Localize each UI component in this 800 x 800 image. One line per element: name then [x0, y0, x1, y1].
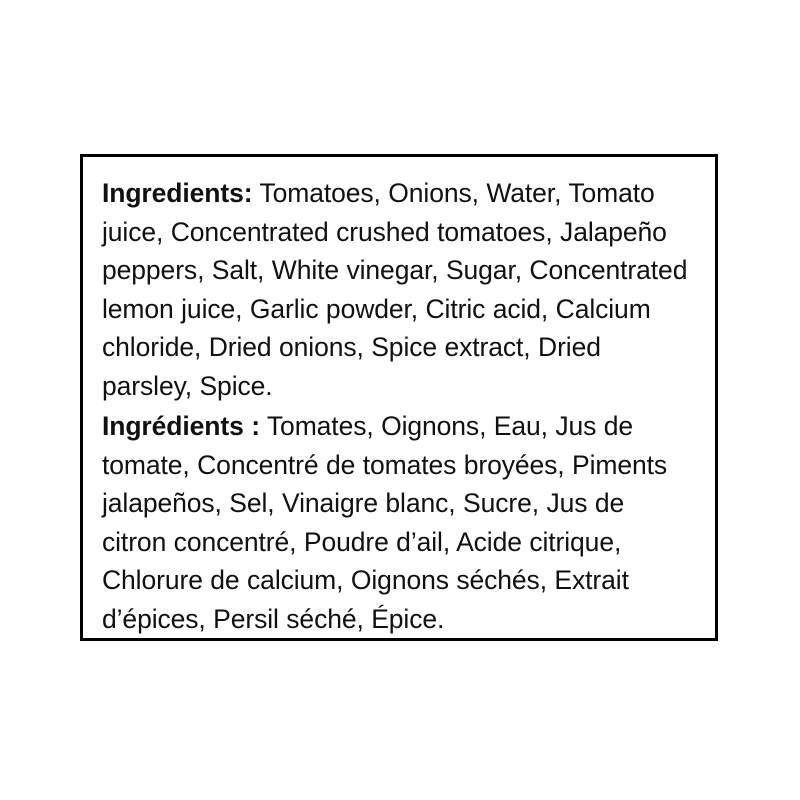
ingredients-english-block [102, 174, 695, 405]
ingredients-english-heading: Ingredients: [102, 178, 253, 208]
ingredients-french-text: Tomates, Oignons, Eau, Jus de tomate, Concentré de tomates broyées, Piments jalapeños, Sel, Vinaigre blanc, Sucre, Jus de citron concentré, Poudre d’ail, Acide citrique, Chlorure de calcium, Oignons séchés, Extrait d’épices, Persil séché, Épice. [102, 411, 668, 634]
ingredients-panel [80, 154, 718, 641]
ingredients-french-heading: Ingrédients : [102, 411, 260, 441]
ingredients-french-block [102, 407, 695, 638]
ingredients-english-text: Tomatoes, Onions, Water, Tomato juice, Concentrated crushed tomatoes, Jalapeño peppers, Salt, White vinegar, Sugar, Concentrated lemon juice, Garlic powder, Citric acid, Calcium chloride, Dried onions, Spice extract, Dried parsley, Spice. [102, 178, 688, 401]
